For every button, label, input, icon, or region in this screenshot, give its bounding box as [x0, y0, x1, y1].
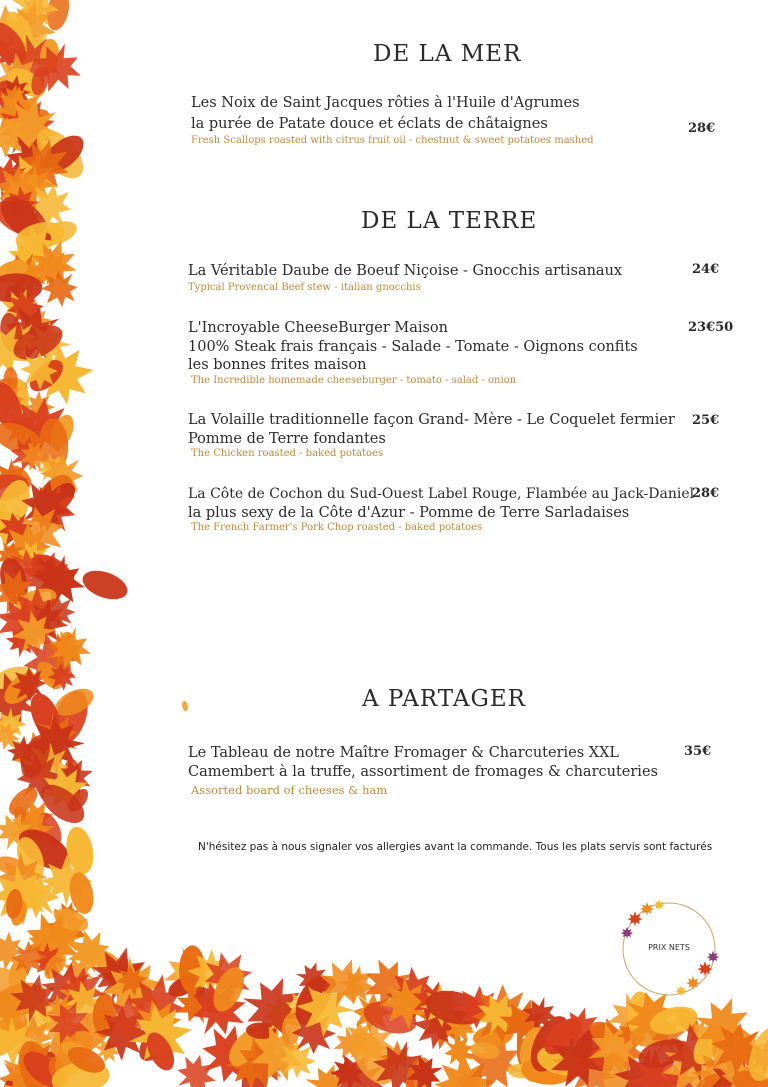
dish-english: Fresh Scallops roasted with citrus fruit oil - chestnut & sweet potatoes mashed	[191, 135, 594, 146]
dish-english: The Incredible homemade cheeseburger - tomato - salad - onion	[191, 375, 517, 386]
dish-description: les bonnes frites maison	[188, 357, 367, 373]
section-title-mer: DE LA MER	[373, 41, 522, 67]
dish-name: La Véritable Daube de Boeuf Niçoise - Gnocchis artisanaux	[188, 263, 623, 279]
dish-price: 25€	[692, 413, 720, 428]
leaf-icon	[79, 565, 132, 605]
dish-description: Camembert à la truffe, assortiment de fromages & charcuteries	[188, 764, 658, 780]
dish-description: Pomme de Terre fondantes	[188, 431, 386, 447]
dish-price: 28€	[692, 486, 720, 501]
dish-price: 23€50	[688, 320, 734, 335]
dish-english: Typical Provencal Beef stew - italian gnocchis	[188, 282, 421, 293]
dish-english: Assorted board of cheeses & ham	[191, 783, 388, 797]
dish-name: L'Incroyable CheeseBurger Maison	[188, 320, 448, 336]
dish-description: 100% Steak frais français - Salade - Tomate - Oignons confits	[188, 339, 638, 355]
dish-price: 24€	[692, 262, 720, 277]
section-title-partager: A PARTAGER	[362, 686, 526, 712]
dish-english: The French Farmer's Pork Chop roasted - baked potatoes	[191, 522, 483, 533]
section-title-terre: DE LA TERRE	[361, 208, 538, 234]
allergy-note: N'hésitez pas à nous signaler vos allergies avant la commande. Tous les plats servis sont facturés	[198, 841, 713, 853]
dish-description: la purée de Patate douce et éclats de châtaignes	[191, 116, 548, 132]
leaf-icon	[181, 700, 188, 711]
badge-label: PRIX NETS	[648, 943, 690, 952]
dish-price: 35€	[684, 744, 712, 759]
dish-name: Les Noix de Saint Jacques rôties à l'Huile d'Agrumes	[191, 95, 580, 111]
dish-name: La Volaille traditionnelle façon Grand- Mère - Le Coquelet fermier	[188, 412, 675, 428]
prix-nets-badge	[617, 897, 721, 1001]
dish-description: la plus sexy de la Côte d'Azur - Pomme de Terre Sarladaises	[188, 505, 630, 521]
dish-price: 28€	[688, 121, 716, 136]
dish-english: The Chicken roasted - baked potatoes	[191, 448, 384, 459]
dish-name: Le Tableau de notre Maître Fromager & Charcuteries XXL	[188, 745, 620, 761]
dish-name: La Côte de Cochon du Sud-Ouest Label Rouge, Flambée au Jack-Daniel	[188, 486, 695, 502]
